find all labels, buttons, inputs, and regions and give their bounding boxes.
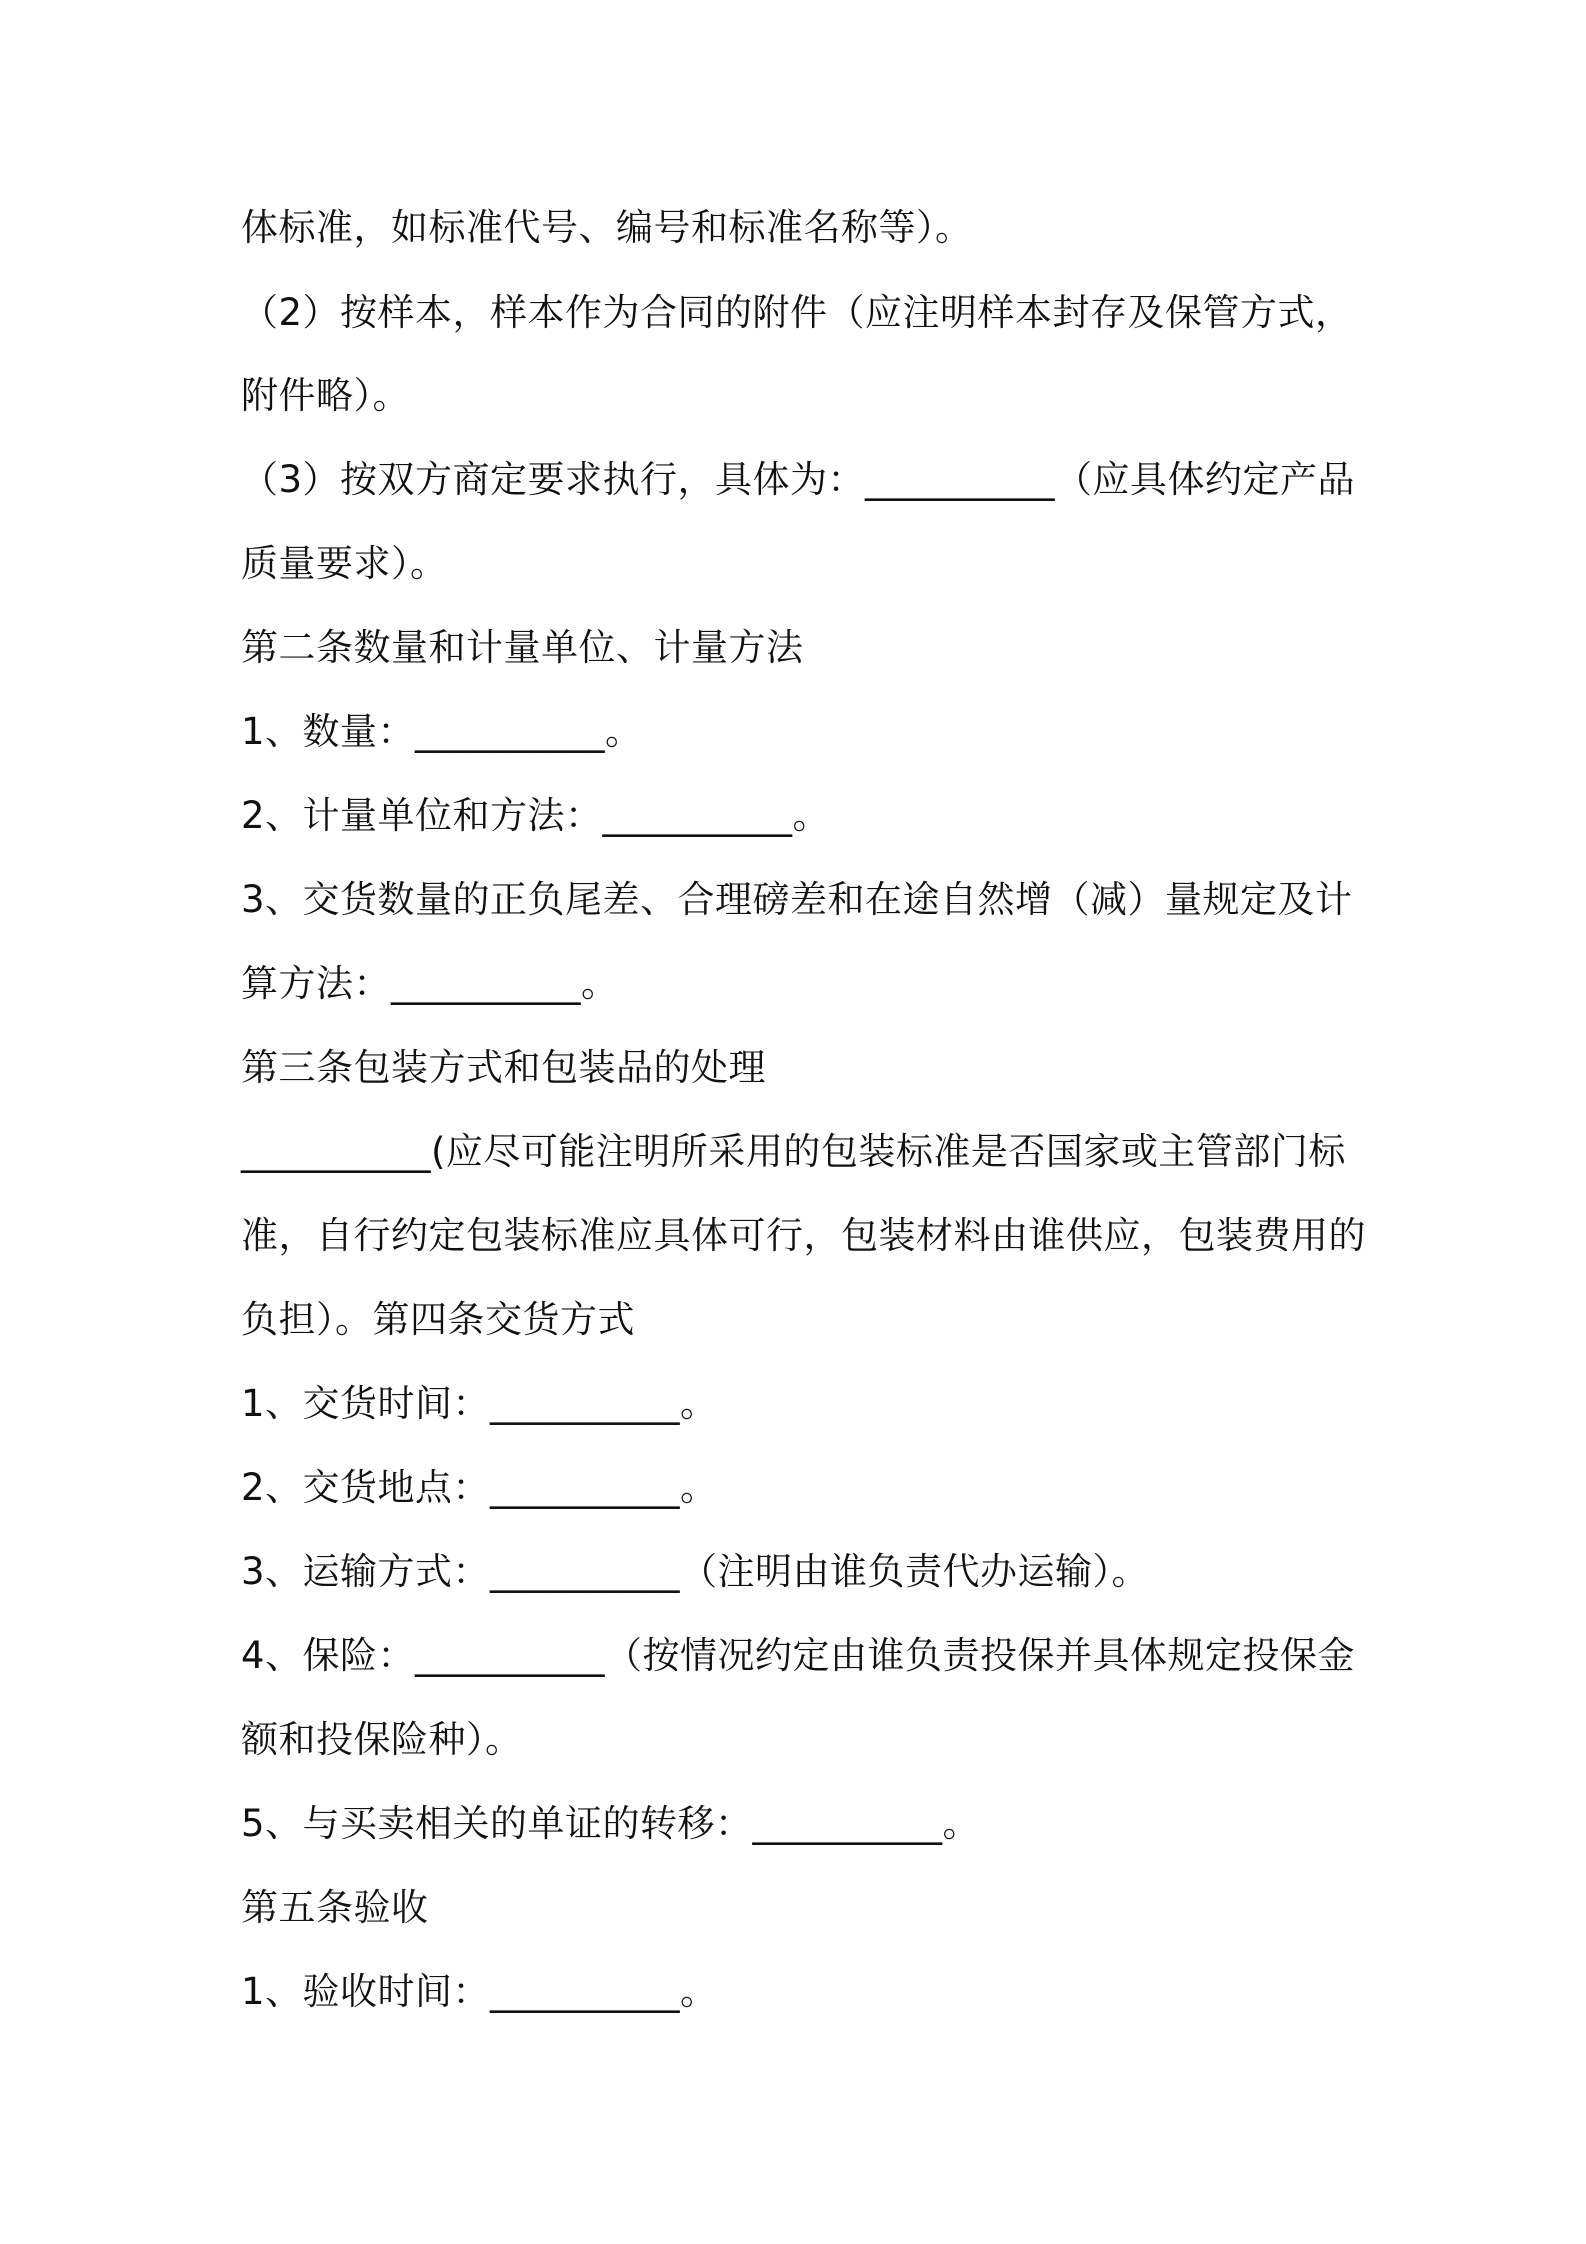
text-line-delivery-place: 2、交货地点：__________。	[241, 1466, 718, 1509]
text-line-insurance-amount: 额和投保险种）。	[241, 1718, 523, 1761]
text-line-packaging-standard: __________(应尽可能注明所采用的包装标准是否国家或主管部门标	[241, 1130, 1346, 1173]
article-three-heading: 第三条包装方式和包装品的处理	[241, 1046, 766, 1089]
text-line-quantity: 1、数量：__________。	[241, 710, 643, 753]
text-line-mutual-requirements: （3）按双方商定要求执行，具体为：__________（应具体约定产品	[241, 458, 1356, 501]
text-line-article-four-heading: 负担）。第四条交货方式	[241, 1298, 635, 1341]
text-line-insurance: 4、保险：__________（按情况约定由谁负责投保并具体规定投保金	[241, 1634, 1356, 1677]
text-line-acceptance-time: 1、验收时间：__________。	[241, 1970, 718, 2013]
article-five-heading: 第五条验收	[241, 1886, 429, 1929]
text-line-transport-method: 3、运输方式：__________（注明由谁负责代办运输）。	[241, 1550, 1150, 1593]
text-line-unit-method: 2、计量单位和方法：__________。	[241, 794, 831, 837]
text-line-calculation-method: 算方法：__________。	[241, 962, 619, 1005]
text-line-quality-requirements: 质量要求）。	[241, 542, 448, 585]
text-line-standard-spec: 体标准，如标准代号、编号和标准名称等）。	[241, 206, 973, 249]
text-line-packaging-materials: 准，自行约定包装标准应具体可行，包装材料由谁供应，包装费用的	[241, 1214, 1366, 1257]
text-line-documents-transfer: 5、与买卖相关的单证的转移：__________。	[241, 1802, 981, 1845]
text-line-sample-method: （2）按样本，样本作为合同的附件（应注明样本封存及保管方式，	[241, 291, 1353, 334]
article-two-heading: 第二条数量和计量单位、计量方法	[241, 626, 804, 669]
text-line-tolerance: 3、交货数量的正负尾差、合理磅差和在途自然增（减）量规定及计	[241, 878, 1353, 921]
text-line-attachment-omitted: 附件略）。	[241, 374, 410, 417]
text-line-delivery-time: 1、交货时间：__________。	[241, 1382, 718, 1425]
